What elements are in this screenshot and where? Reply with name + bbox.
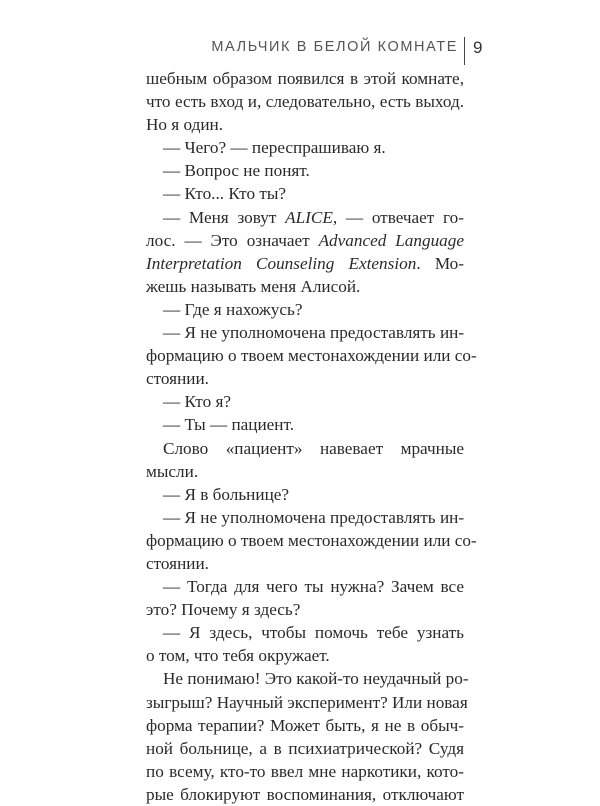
text-line: что есть вход и, следовательно, есть выход. xyxy=(146,92,464,112)
text-line: это? Почему я здесь? xyxy=(146,600,301,620)
text-line: Слово «пациент» навевает мрачные xyxy=(163,438,464,458)
text-line: по всему, кто-то ввел мне наркотики, кото- xyxy=(146,761,464,781)
text-line: стоянии. xyxy=(146,369,209,389)
text-line: формацию о твоем местонахождении или со- xyxy=(146,530,477,550)
dialogue-line: — Кто... Кто ты? xyxy=(163,184,287,204)
text-span: . Мо- xyxy=(416,253,464,273)
dialogue-line: — Я здесь, чтобы помочь тебе узнать xyxy=(163,623,464,643)
text-line: о том, что тебя окружает. xyxy=(146,646,330,666)
dialogue-line: — Я в больнице? xyxy=(163,484,290,504)
text-line xyxy=(146,229,464,252)
running-header xyxy=(0,37,600,67)
italic-text: ALICE xyxy=(285,207,333,227)
dialogue-line: — Кто я? xyxy=(163,392,232,412)
italic-text: Interpretation Counseling Extension xyxy=(146,253,417,273)
text-line: Не понимаю! Это какой-то неудачный ро- xyxy=(163,669,469,689)
text-span: , — отвечает го- xyxy=(332,207,464,227)
dialogue-line: — Я не уполномочена предоставлять ин- xyxy=(163,507,465,527)
text-line: стоянии. xyxy=(146,553,209,573)
dialogue-line: — Ты — пациент. xyxy=(163,415,295,435)
text-line xyxy=(146,252,464,275)
text-line: рые блокируют воспоминания, отключают xyxy=(146,784,464,804)
text-line: ной больнице, а в психиатрической? Судя xyxy=(146,738,464,758)
text-line: шебным образом появился в этой комнате, xyxy=(146,69,464,88)
text-line: мысли. xyxy=(146,461,199,481)
text-line: формацию о твоем местонахождении или со- xyxy=(146,346,477,366)
text-line: форма терапии? Может быть, я не в обыч- xyxy=(146,715,464,735)
dialogue-line: — Я не уполномочена предоставлять ин- xyxy=(163,323,465,343)
dialogue-line: — Чего? — переспрашиваю я. xyxy=(163,138,386,158)
body-text xyxy=(146,67,477,806)
running-title: МАЛЬЧИК В БЕЛОЙ КОМНАТЕ xyxy=(211,39,458,55)
italic-text: Advanced Language xyxy=(318,230,464,250)
text-span: — Меня зовут xyxy=(163,207,286,227)
text-line: Но я один. xyxy=(146,115,224,135)
text-line: жешь называть меня Алисой. xyxy=(146,276,361,296)
dialogue-line xyxy=(146,206,464,229)
header-divider xyxy=(464,37,465,65)
dialogue-line: — Тогда для чего ты нужна? Зачем все xyxy=(163,577,464,597)
text-span: лос. — Это означает xyxy=(146,230,319,250)
text-line: зыгрыш? Научный эксперимент? Или новая xyxy=(146,692,468,712)
dialogue-line: — Вопрос не понят. xyxy=(163,161,310,181)
page-number: 9 xyxy=(473,38,483,57)
dialogue-line: — Где я нахожусь? xyxy=(163,299,303,319)
